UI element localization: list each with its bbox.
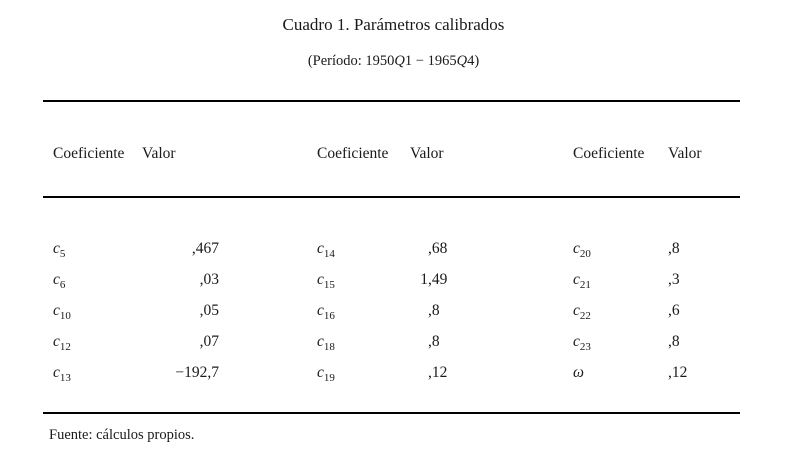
coefficient-subscript: 18 — [323, 341, 335, 354]
column-gap — [237, 271, 317, 302]
coefficient-symbol: c — [573, 333, 580, 350]
column-gap — [237, 302, 317, 333]
coefficient-subscript: 21 — [579, 279, 591, 292]
column-gap — [237, 333, 317, 364]
coefficient-subscript: 20 — [579, 248, 591, 261]
value-decimal-part: ,07 — [199, 333, 219, 350]
table-footnote: Fuente: cálculos propios. — [49, 427, 195, 443]
coefficient-symbol: c — [317, 240, 324, 257]
coefficient-symbol: c — [53, 271, 60, 288]
table-body — [43, 240, 740, 395]
column-gap — [500, 364, 573, 395]
column-gap — [500, 145, 573, 163]
value-decimal-part: ,8 — [428, 302, 440, 319]
subtitle-segment: Q — [394, 53, 405, 69]
coefficient-cell — [317, 333, 410, 364]
value-cell — [142, 240, 237, 271]
column-gap — [500, 240, 573, 271]
subtitle-segment: 4) — [467, 53, 480, 69]
header-valor: Valor — [142, 145, 176, 162]
column-gap — [500, 271, 573, 302]
coefficient-symbol: c — [317, 302, 324, 319]
table-title: Cuadro 1. Parámetros calibrados — [282, 15, 505, 34]
coefficient-cell — [317, 271, 410, 302]
coefficient-symbol: c — [317, 364, 324, 381]
coefficient-cell — [573, 364, 668, 395]
header-coeficiente: Coeficiente — [53, 145, 125, 162]
coefficient-symbol: c — [317, 333, 324, 350]
table-subtitle — [0, 51, 787, 71]
coefficient-cell — [317, 364, 410, 395]
value-cell — [410, 302, 500, 333]
coefficient-cell — [573, 302, 668, 333]
value-decimal-part: ,8 — [668, 333, 680, 350]
subtitle-segment: Q — [456, 53, 468, 69]
coefficient-cell — [53, 364, 142, 395]
value-cell — [668, 271, 740, 302]
column-gap — [500, 333, 573, 364]
value-cell — [668, 302, 740, 333]
coefficient-subscript: 23 — [579, 341, 591, 354]
column-gap — [237, 240, 317, 271]
header-valor: Valor — [410, 145, 444, 162]
value-cell — [668, 333, 740, 364]
value-decimal-part: ,467 — [191, 240, 219, 257]
top-rule — [43, 100, 740, 102]
value-decimal-part: ,8 — [428, 333, 440, 350]
subtitle-segment: 1 − 1965 — [404, 53, 457, 69]
value-cell — [668, 364, 740, 395]
value-integer-part: 1 — [420, 271, 428, 288]
subtitle-segment: (Período: 1950 — [307, 53, 395, 69]
value-decimal-part: ,05 — [199, 302, 219, 319]
coefficient-cell — [573, 240, 668, 271]
coefficient-subscript: 16 — [323, 310, 335, 323]
header-rule — [43, 196, 740, 198]
table-header-row — [43, 145, 740, 163]
coefficient-subscript: 15 — [323, 279, 335, 292]
coefficient-subscript: 10 — [59, 310, 71, 323]
coefficient-cell — [53, 271, 142, 302]
value-decimal-part: ,3 — [668, 271, 680, 288]
column-gap — [500, 302, 573, 333]
coefficient-subscript: 22 — [579, 310, 591, 323]
bottom-rule — [43, 412, 740, 414]
value-decimal-part: ,49 — [428, 271, 448, 288]
value-integer-part: −192 — [175, 364, 208, 381]
value-decimal-part: ,03 — [199, 271, 219, 288]
value-decimal-part: ,7 — [207, 364, 219, 381]
coefficient-subscript: 5 — [59, 248, 66, 261]
value-cell — [142, 364, 237, 395]
value-cell — [410, 240, 500, 271]
value-decimal-part: ,12 — [428, 364, 448, 381]
column-gap — [237, 145, 317, 163]
header-valor: Valor — [668, 145, 702, 162]
value-cell — [410, 333, 500, 364]
coefficient-symbol: c — [53, 364, 60, 381]
header-coeficiente: Coeficiente — [573, 145, 645, 162]
value-decimal-part: ,68 — [428, 240, 448, 257]
coefficient-symbol: c — [53, 240, 60, 257]
coefficient-symbol: c — [53, 302, 60, 319]
value-decimal-part: ,12 — [668, 364, 688, 381]
value-decimal-part: ,6 — [668, 302, 680, 319]
coefficient-subscript: 6 — [59, 279, 66, 292]
value-cell — [142, 302, 237, 333]
value-cell — [142, 333, 237, 364]
header-coeficiente: Coeficiente — [317, 145, 389, 162]
column-gap — [237, 364, 317, 395]
coefficient-symbol: ω — [573, 364, 584, 381]
value-decimal-part: ,8 — [668, 240, 680, 257]
coefficient-cell — [573, 333, 668, 364]
coefficient-subscript: 12 — [59, 341, 71, 354]
coefficient-cell — [53, 302, 142, 333]
coefficient-cell — [317, 240, 410, 271]
coefficient-subscript: 14 — [323, 248, 335, 261]
coefficient-subscript: 19 — [323, 372, 335, 385]
value-cell — [410, 271, 500, 302]
coefficient-cell — [53, 333, 142, 364]
coefficient-symbol: c — [573, 271, 580, 288]
value-cell — [142, 271, 237, 302]
value-cell — [668, 240, 740, 271]
coefficient-subscript: 13 — [59, 372, 71, 385]
coefficient-cell — [573, 271, 668, 302]
coefficient-symbol: c — [317, 271, 324, 288]
coefficient-cell — [53, 240, 142, 271]
value-cell — [410, 364, 500, 395]
coefficient-symbol: c — [573, 302, 580, 319]
coefficient-symbol: c — [573, 240, 580, 257]
coefficient-symbol: c — [53, 333, 60, 350]
coefficient-cell — [317, 302, 410, 333]
